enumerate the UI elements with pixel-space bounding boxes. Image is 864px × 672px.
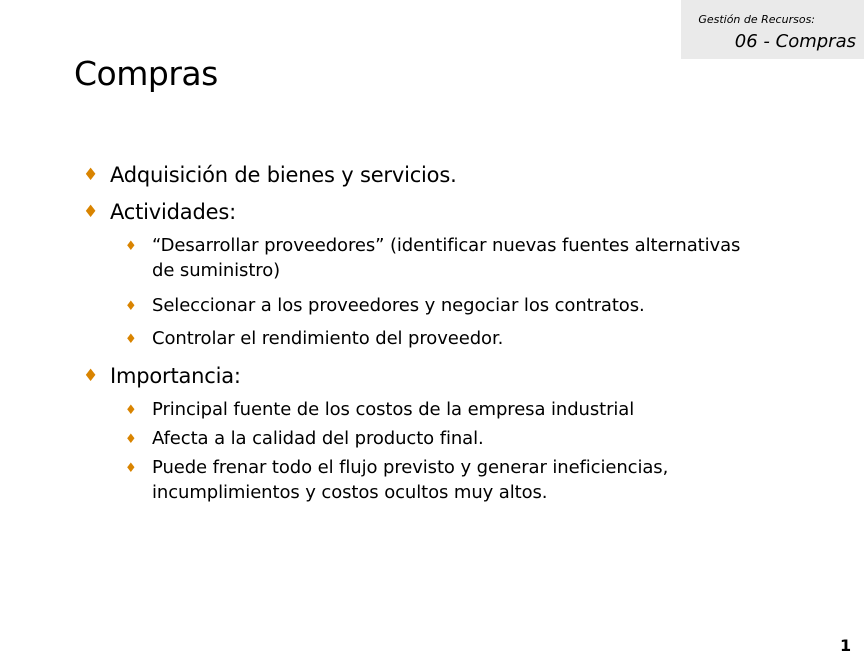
header-section-label: 06 - Compras [734, 31, 856, 52]
sub-bullet-text: Seleccionar a los proveedores y negociar los contratos. [152, 295, 645, 316]
sub-bullet-text: “Desarrollar proveedores” (identificar nuevas fuentes alternativas de suministro) [152, 235, 741, 281]
bullet-item [83, 200, 236, 225]
diamond-bullet-icon: ♦ [125, 299, 137, 314]
bullet-text: Adquisición de bienes y servicios. [110, 163, 457, 187]
sub-bullet-text: Controlar el rendimiento del proveedor. [152, 328, 504, 349]
sub-bullet-text: Puede frenar todo el flujo previsto y generar ineficiencias, incumplimientos y costos ocultos muy altos. [152, 457, 669, 503]
diamond-bullet-icon: ♦ [125, 432, 137, 447]
sub-bullet-text: Afecta a la calidad del producto final. [152, 428, 484, 449]
diamond-bullet-icon: ♦ [83, 165, 99, 185]
sub-bullet-item [125, 293, 842, 318]
bullet-text: Actividades: [110, 200, 236, 224]
diamond-bullet-icon: ♦ [125, 403, 137, 418]
bullet-item [83, 163, 457, 188]
diamond-bullet-icon: ♦ [125, 461, 137, 476]
sub-bullet-item [125, 426, 842, 451]
diamond-bullet-icon: ♦ [83, 366, 99, 386]
page-number: 1 [840, 636, 852, 655]
sub-bullet-item [125, 455, 792, 505]
sub-bullet-item [125, 233, 752, 283]
sub-bullet-text: Principal fuente de los costos de la empresa industrial [152, 399, 635, 420]
sub-bullet-item [125, 397, 842, 422]
header-box [681, 0, 864, 59]
bullet-item [83, 364, 241, 389]
slide-title: Compras [74, 54, 218, 93]
header-course-label: Gestión de Recursos: [698, 13, 815, 26]
diamond-bullet-icon: ♦ [125, 332, 137, 347]
bullet-text: Importancia: [110, 364, 241, 388]
diamond-bullet-icon: ♦ [83, 202, 99, 222]
diamond-bullet-icon: ♦ [125, 239, 137, 254]
sub-bullet-item [125, 326, 842, 351]
